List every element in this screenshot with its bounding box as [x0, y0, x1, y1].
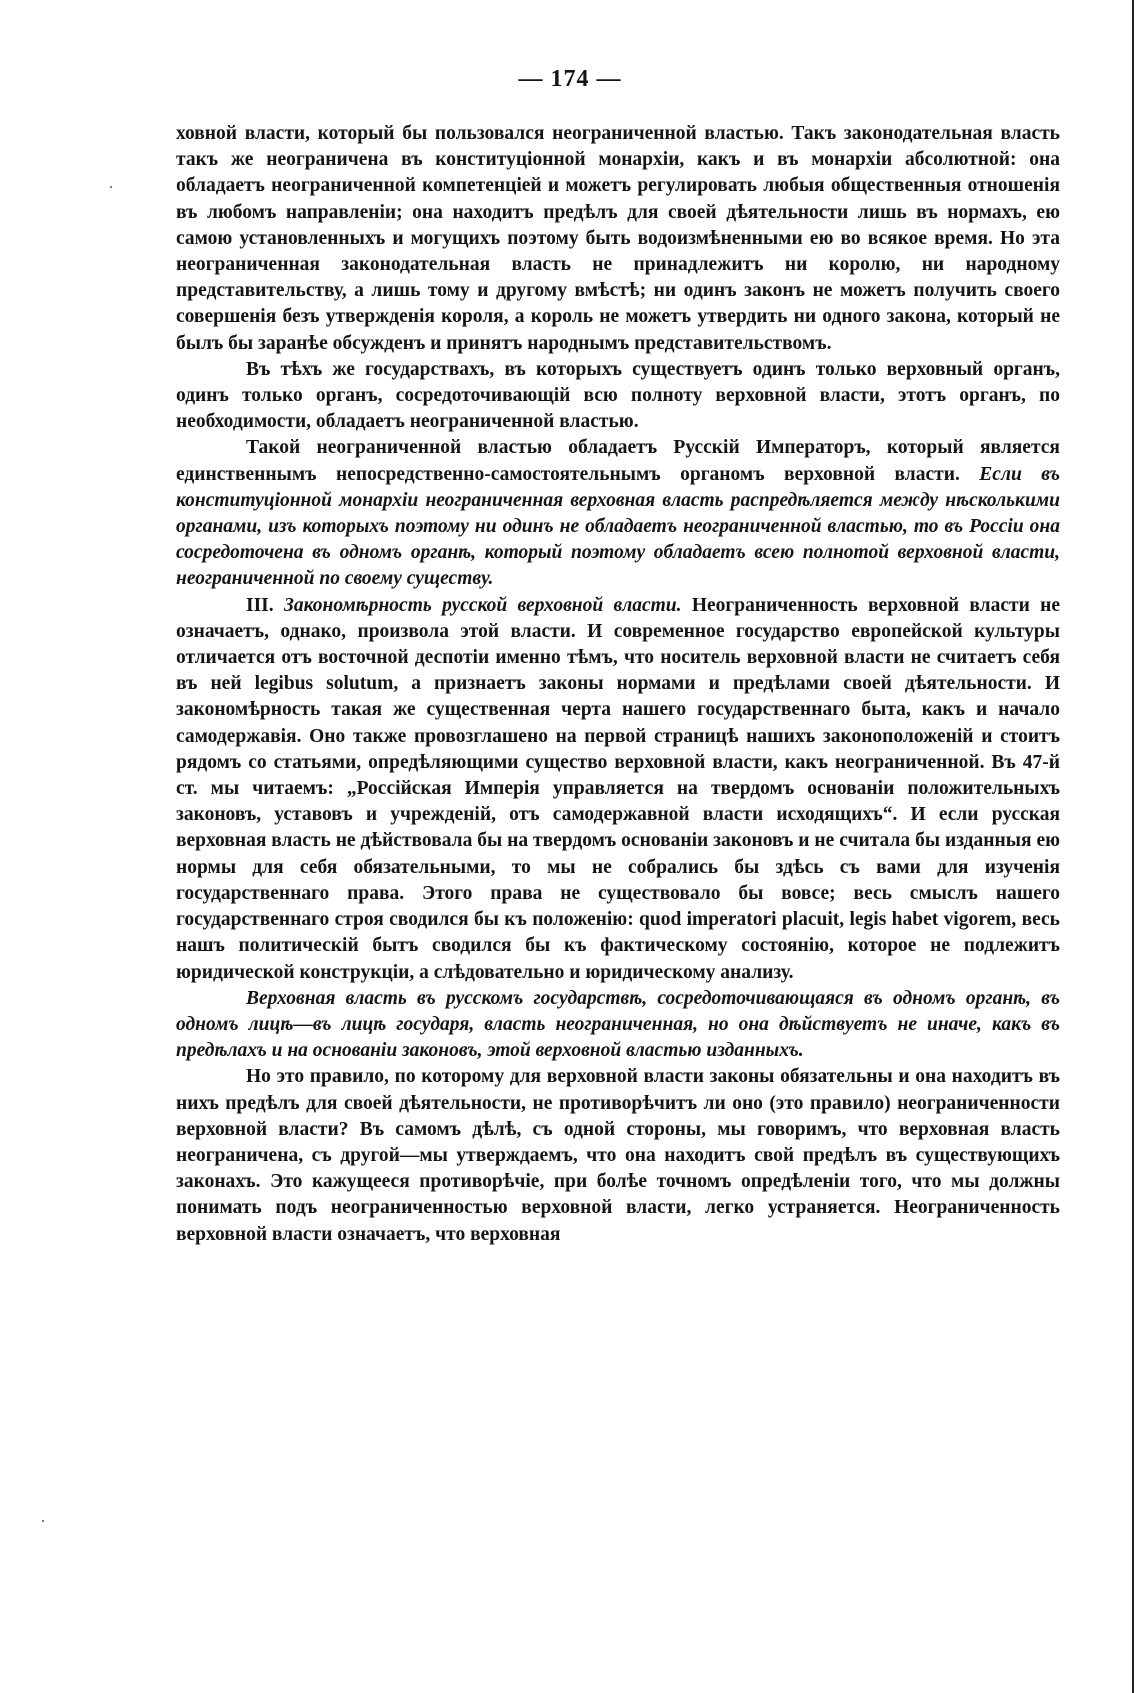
paragraph-2 — [176, 357, 1060, 436]
paragraph-6-text: Но это правило, по которому для верховной власти законы обязательны и она находитъ въ нихъ предѣлъ для своей дѣятельности, не противорѣчитъ ли оно (это правило) неограниченности верховной власти? Въ самомъ дѣлѣ, съ одной стороны, мы говоримъ, что верховная власть неограничена, съ другой—мы утверждаемъ, что она находитъ свой предѣлъ въ существующихъ законахъ. Это кажущееся противорѣчіе, при болѣе точномъ опредѣленіи того, что мы должны понимать подъ неограниченностью верховной власти, легко устраняется. Неограниченность верховной власти означаетъ, что верховная — [176, 1066, 1060, 1245]
paragraph-5-text: Верховная власть въ русскомъ государствѣ, сосредоточивающаяся въ одномъ органѣ, въ одномъ лицѣ—въ лицѣ государя, власть неограниченная, но она дѣйствуетъ не иначе, какъ въ предѣлахъ и на основаніи законовъ, этой верховной властью изданныхъ. — [176, 987, 1060, 1062]
page-edge-line — [1132, 0, 1134, 1693]
paragraph-3 — [176, 435, 1060, 592]
paragraph-2-text: Въ тѣхъ же государствахъ, въ которыхъ существуетъ одинъ только верховный органъ, одинъ только органъ, сосредоточивающій всю полноту верховной власти, этотъ органъ, по необходимости, обладаетъ неограниченной властью. — [176, 358, 1060, 433]
paragraph-6 — [176, 1064, 1060, 1247]
paragraph-4-text: Неограниченность верховной власти не означаетъ, однако, произвола этой власти. И современное государство европейской культуры отличается отъ восточной деспотіи именно тѣмъ, что носитель верховной власти не считаетъ себя въ ней legibus solutum, а признаетъ законы нормами и предѣлами своей дѣятельности. И закономѣрность такая же существенная черта нашего государственнаго быта, какъ и начало самодержавія. Оно также провозглашено на первой страницѣ нашихъ законоположеній и стоитъ рядомъ со статьями, опредѣляющими существо верховной власти, какъ неограниченной. Въ 47-й ст. мы читаемъ: „Россійская Имперія управляется на твердомъ основаніи положительныхъ законовъ, уставовъ и учрежденій, отъ самодержавной власти исходящихъ“. И если русская верховная власть не дѣйствовала бы на твердомъ основаніи законовъ и не считала бы изданныя ею нормы для себя обязательными, то мы не собрались бы здѣсь съ вами для изученія государственнаго права. Этого права не существовало бы вовсе; весь смыслъ нашего государственнаго строя сводился бы къ положенію: quod imperatori placuit, legis habet vigorem, весь нашъ политическій бытъ сводился бы къ фактическому состоянію, которое не подлежитъ юридической конструкціи, а слѣдовательно и юридическому анализу. — [176, 594, 1060, 983]
paragraph-1 — [176, 121, 1060, 357]
paragraph-5 — [176, 986, 1060, 1065]
page-number: — 174 — — [518, 66, 622, 92]
paragraph-3-italic: Если въ конституціонной монархіи неограниченная верховная власть распредѣляется между нѣсколькими органами, изъ которыхъ поэтому ни одинъ не обладаетъ неограниченной властью, то въ Россіи она сосредоточена въ одномъ органѣ, который поэтому обладаетъ всею полнотой верховной власти, неограниченной по своему существу. — [176, 463, 1060, 590]
page-body — [176, 121, 1060, 1248]
scan-speck — [110, 186, 112, 188]
section-numeral: III. — [246, 594, 274, 616]
section-heading: Закономѣрность русской верховной власти. — [283, 594, 682, 616]
paragraph-3-lead: Такой неограниченной властью обладаетъ Русскій Императоръ, который является единственнымъ непосредственно-самостоятельнымъ органомъ верховной власти. — [176, 437, 1060, 485]
scan-speck — [42, 1520, 44, 1522]
paragraph-4 — [176, 593, 1060, 986]
paragraph-1-text: ховной власти, который бы пользовался неограниченной властью. Такъ законодательная власть такъ же неограничена въ конституціонной монархіи, какъ и въ монархіи абсолютной: она обладаетъ неограниченной компетенціей и можетъ регулировать любыя общественныя отношенія въ любомъ направленіи; она находитъ предѣлъ для своей дѣятельности лишь въ нормахъ, ею самою установленныхъ и могущихъ поэтому быть водоизмѣненными ею во всякое время. Но эта неограниченная законодательная власть не принадлежитъ ни королю, ни народному представительству, а лишь тому и другому вмѣстѣ; ни одинъ законъ не можетъ получить своего совершенія безъ утвержденія короля, а король не можетъ утвердить ни одного закона, который не былъ бы заранѣе обсужденъ и принятъ народнымъ представительствомъ. — [176, 123, 1060, 354]
